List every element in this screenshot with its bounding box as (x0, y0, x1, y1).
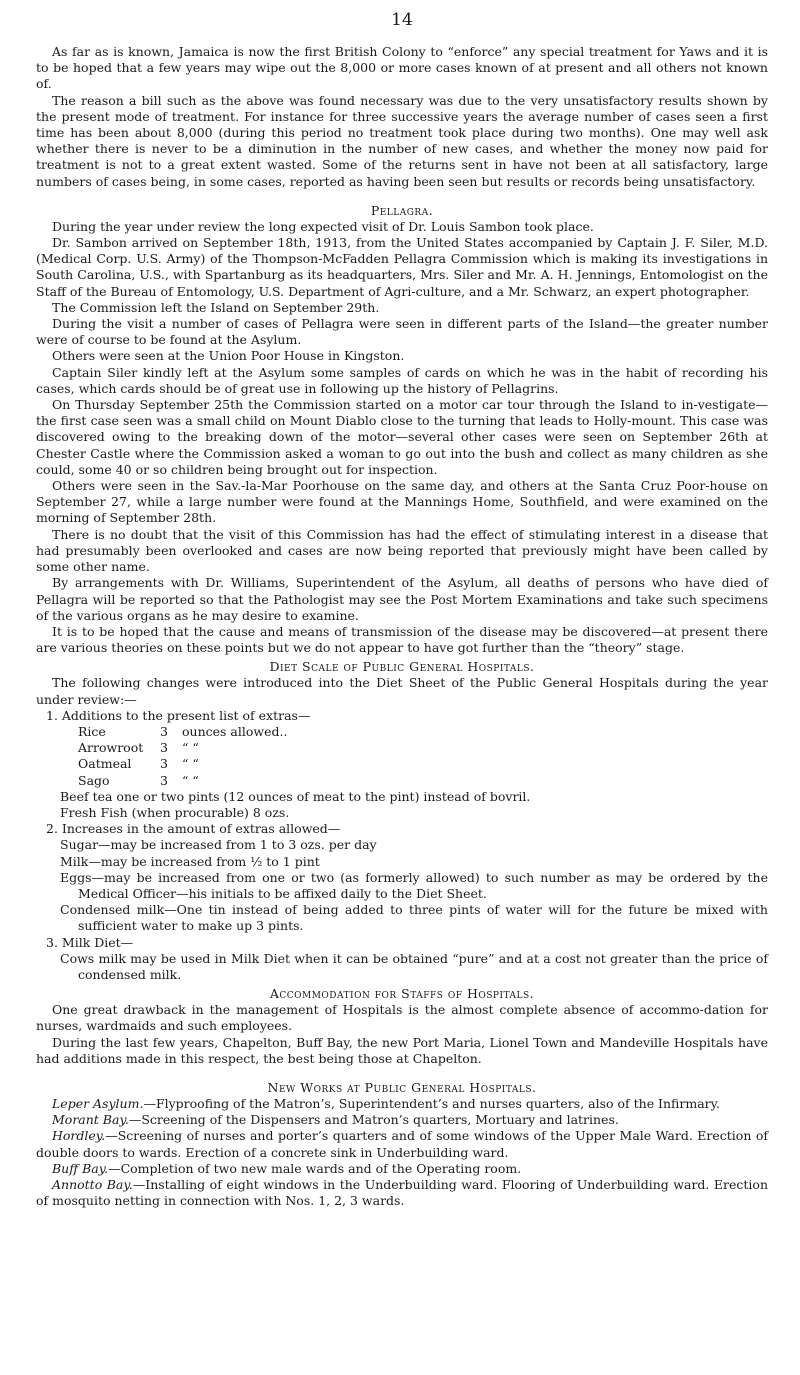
increase-line: Condensed milk—One tin instead of being added to three pints of water will for the future be mixed with sufficient water to make up 3 pints. (60, 902, 768, 934)
extra-qty: 3 (160, 756, 168, 772)
new-works-entry (36, 1161, 768, 1177)
milk-diet-line: Cows milk may be used in Milk Diet when it can be obtained “pure” and at a cost not greater than the price of condensed milk. (60, 950, 768, 982)
increase-line: Milk—may be increased from ½ to 1 pint (60, 853, 320, 869)
pellagra-paragraph: Dr. Sambon arrived on September 18th, 1913, from the United States accompanied by Captain J. F. Siler, M.D. (Medical Corp. U.S. Army) of the Thompson-McFadden Pellagra Commission which is making its investigations in South Carolina, U.S., with Spartanburg as its headquarters, Mrs. Siler and Mr. A. H. Jennings, Entomologist on the Staff of the Bureau of Entomology, U.S. Department of Agri-culture, and a Mr. Schwarz, an expert photographer. (36, 235, 768, 299)
pellagra-paragraph: The Commission left the Island on September 29th. (52, 299, 380, 315)
document-page (36, 10, 768, 1209)
extra-name: Rice (78, 723, 106, 739)
extra-qty: 3 (160, 772, 168, 788)
pellagra-paragraph: During the year under review the long expected visit of Dr. Louis Sambon took place. (52, 218, 594, 234)
new-works-entry (36, 1096, 768, 1112)
entry-place: Buff Bay. (52, 1160, 109, 1176)
extra-unit: “ “ (182, 740, 199, 756)
entry-text: —Completion of two new male wards and of the Operating room. (108, 1160, 522, 1176)
pellagra-paragraph: On Thursday September 25th the Commission started on a motor car tour through the Island to in-vestigate—the first case seen was a small child on Mount Diablo close to the turning that leads to Holly-mount. This case was discovered owing to the breaking down of the motor—several other cases were seen on September 26th at Chester Castle where the Commission asked a woman to go out into the bush and collect as many children as she could, some 40 or so children being brought out for inspection. (36, 397, 768, 477)
accommodation-heading: Accommodation for Staffs of Hospitals. (269, 986, 535, 1002)
diet-list (36, 708, 768, 983)
extra-name: Sago (78, 772, 110, 788)
diet-heading: Diet Scale of Public General Hospitals. (269, 659, 535, 675)
extra-unit: “ “ (182, 772, 199, 788)
beef-tea-line: Beef tea one or two pints (12 ounces of meat to the pint) instead of bovril. (60, 788, 531, 804)
new-works-entry (36, 1128, 768, 1160)
entry-text: —Screening of nurses and porter’s quarters and of some windows of the Upper Male Ward. Erection of double doors to wards. Erection of a concrete sink in Underbuilding ward. (36, 1128, 768, 1160)
increase-line: Sugar—may be increased from 1 to 3 ozs. per day (60, 837, 377, 853)
entry-place: Leper Asylum. (52, 1095, 144, 1111)
accommodation-paragraph: One great drawback in the management of Hospitals is the almost complete absence of accommo-dation for nurses, wardmaids and such employees. (36, 1002, 768, 1034)
pellagra-paragraph: Others were seen in the Sav.-la-Mar Poorhouse on the same day, and others at the Santa Cruz Poor-house on September 27, while a large number were found at the Mannings Home, Southfield, and were examined on the morning of September 28th. (36, 478, 768, 526)
pellagra-paragraph: By arrangements with Dr. Williams, Superintendent of the Asylum, all deaths of persons who have died of Pellagra will be reported so that the Pathologist may see the Post Mortem Examinations and take such specimens of the various organs as he may desire to examine. (36, 575, 768, 623)
extra-qty: 3 (160, 740, 168, 756)
extra-name: Arrowroot (78, 740, 144, 756)
extra-qty: 3 (160, 723, 168, 739)
extra-row (36, 756, 768, 772)
extra-row (36, 740, 768, 756)
pellagra-paragraph: Captain Siler kindly left at the Asylum some samples of cards on which he was in the habit of recording his cases, which cards should be of great use in following up the history of Pellagrins. (36, 364, 768, 396)
entry-text: —Flyproofing of the Matron’s, Superintendent’s and nurses quarters, also of the Infirmary. (143, 1095, 721, 1111)
entry-place: Hordley. (52, 1128, 106, 1144)
entry-place: Morant Bay. (52, 1112, 129, 1128)
increase-line: Eggs—may be increased from one or two (as formerly allowed) to such number as may be ordered by the Medical Officer—his initials to be affixed daily to the Diet Sheet. (60, 869, 768, 901)
new-works-heading: New Works at Public General Hospitals. (267, 1079, 537, 1095)
diet-item-2-label: 2. Increases in the amount of extras allowed— (46, 821, 341, 837)
extra-unit: ounces allowed.. (182, 723, 288, 739)
new-works-entry (36, 1112, 768, 1128)
pellagra-paragraph: Others were seen at the Union Poor House in Kingston. (52, 348, 405, 364)
new-works-entry (36, 1177, 768, 1209)
pellagra-heading: Pellagra. (370, 202, 434, 218)
pellagra-paragraph: There is no doubt that the visit of this Commission has had the effect of stimulating interest in a disease that had presumably been overlooked and cases are now being reported that previously might have been called by some other name. (36, 526, 768, 575)
entry-place: Annotto Bay. (52, 1177, 133, 1192)
extra-row (36, 773, 768, 789)
intro-paragraph-2: The reason a bill such as the above was found necessary was due to the very unsatisfactory results shown by the present mode of treatment. For instance for three successive years the average number of cases seen a first time has been about 8,000 (during this period no treatment took place during two months). One may well ask whether there is never to be a diminution in the number of new cases, and whether the money now paid for treatment is not to a great extent wasted. Some of the returns sent in have not been at all satisfactory, large numbers of cases being, in some cases, reported as having been seen but results or records being unsatisfactory. (36, 92, 768, 189)
diet-intro: The following changes were introduced into the Diet Sheet of the Public General Hospitals during the year under review:— (36, 675, 768, 707)
entry-text: —Screening of the Dispensers and Matron’s quarters, Mortuary and latrines. (128, 1112, 619, 1128)
diet-item-3-label: 3. Milk Diet— (46, 934, 134, 950)
extra-name: Oatmeal (78, 756, 132, 772)
diet-item-1-label: 1. Additions to the present list of extras— (46, 707, 311, 723)
extra-unit: “ “ (182, 756, 199, 772)
intro-paragraph-1: As far as is known, Jamaica is now the first British Colony to “enforce” any special treatment for Yaws and it is to be hoped that a few years may wipe out the 8,000 or more cases known of at present and all others not known of. (36, 44, 768, 92)
pellagra-paragraph: It is to be hoped that the cause and means of transmission of the disease may be discovered—at present there are various theories on these points but we do not appear to have got further than the “theory” stage. (36, 623, 768, 656)
entry-text: —Installing of eight windows in the Underbuilding ward. Flooring of Underbuilding ward. Erection of mosquito netting in connection with Nos. 1, 2, 3 wards. (36, 1177, 768, 1209)
pellagra-paragraph: During the visit a number of cases of Pellagra were seen in different parts of the Island—the greater number were of course to be found at the Asylum. (36, 316, 768, 348)
accommodation-paragraph: During the last few years, Chapelton, Buff Bay, the new Port Maria, Lionel Town and Mandeville Hospitals have had additions made in this respect, the best being those at Chapelton. (36, 1034, 768, 1066)
fresh-fish-line: Fresh Fish (when procurable) 8 ozs. (60, 804, 290, 820)
extra-row (36, 724, 768, 740)
page-number: 14 (391, 10, 413, 30)
